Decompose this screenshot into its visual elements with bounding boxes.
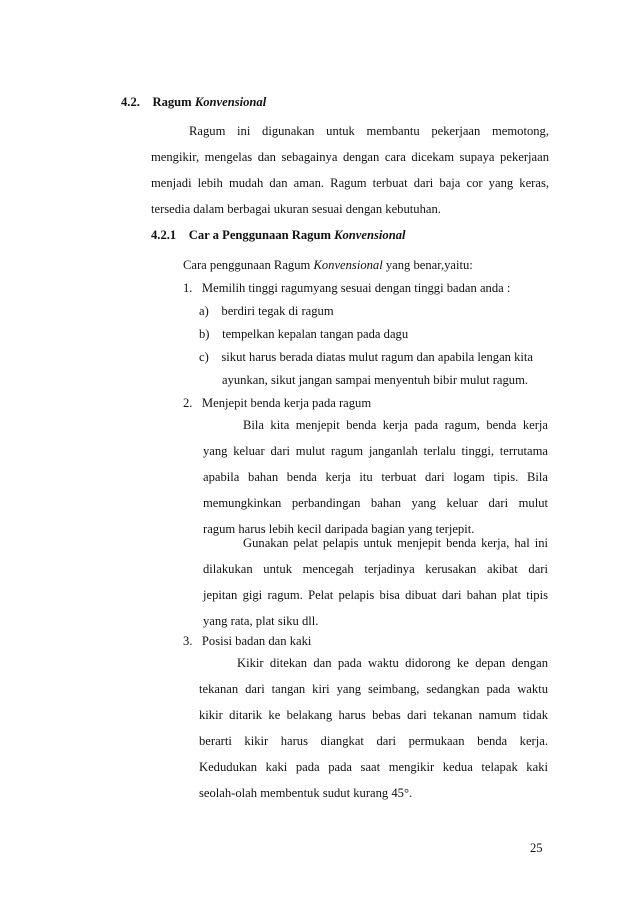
p3-line-5: Kedudukan kaki pada pada saat mengikir kedua telapak kaki [199, 760, 548, 774]
lead-part-italic: Konvensional [313, 258, 383, 272]
subsection-heading [151, 222, 406, 248]
p3-line-3: kikir ditarik ke belakang harus bebas dari tekanan namum tidak [199, 708, 548, 722]
p2-line-1: Gunakan pelat pelapis untuk menjepit benda kerja, hal ini [243, 536, 548, 550]
section-title-italic: Konvensional [194, 95, 267, 109]
sub-item-a-text: berdiri tegak di ragum [221, 304, 334, 318]
section-title: Ragum [152, 95, 192, 109]
section-number: 4.2. [121, 95, 140, 109]
p1-line-5: ragum harus lebih kecil daripada bagian yang terjepit. [203, 522, 475, 536]
intro-line-4: tersedia dalam berbagai ukuran sesuai dengan kebutuhan. [151, 202, 441, 216]
p3-line-1: Kikir ditekan dan pada waktu didorong ke depan dengan [237, 656, 548, 670]
item-2-paragraph-2 [203, 530, 548, 634]
p2-line-4: yang rata, plat siku dll. [203, 614, 319, 628]
sub-item-b-text: tempelkan kepalan tangan pada dagu [222, 327, 409, 341]
page-number: 25 [530, 841, 543, 855]
p1-line-1: Bila kita menjepit benda kerja pada ragum, benda kerja [243, 418, 548, 432]
intro-line-1: Ragum ini digunakan untuk membantu pekerjaan memotong, [189, 124, 549, 138]
subsection-title-italic: Konvensional [334, 228, 406, 242]
p1-line-2: yang keluar dari mulut ragum janganlah terlalu tinggi, terrutama [203, 444, 548, 458]
subsection-number: 4.2.1 [151, 228, 177, 242]
p3-line-6: seolah-olah membentuk sudut kurang 45°. [199, 786, 413, 800]
lead-part-2: yang benar,yaitu: [385, 258, 473, 272]
p1-line-4: memungkinkan perbandingan bahan yang keluar dari mulut [203, 496, 548, 510]
sub-item-a-letter: a) [199, 304, 209, 318]
list-item-1-text: Memilih tinggi ragumyang sesuai dengan tinggi badan anda : [201, 281, 511, 295]
sub-item-c-letter: c) [199, 350, 209, 364]
list-item-3-number: 3. [183, 634, 193, 648]
p1-line-3: apabila bahan benda kerja itu terbuat dari logam tipis. Bila [203, 470, 548, 484]
p3-line-2: tekanan dari tangan kiri yang seimbang, sedangkan pada waktu [199, 682, 548, 696]
item-3-paragraph [199, 650, 548, 806]
sub-item-b-letter: b) [199, 327, 210, 341]
subsection-title: Car a Penggunaan Ragum [188, 228, 331, 242]
sub-item-c-line-2: ayunkan, sikut jangan sampai menyentuh bibir mulut ragum. [222, 373, 529, 387]
intro-line-3: menjadi lebih mudah dan aman. Ragum terbuat dari baja cor yang keras, [151, 176, 549, 190]
p2-line-2: dilakukan untuk mencegah terjadinya kerusakan akibat dari [203, 562, 548, 576]
list-item-1-number: 1. [183, 281, 193, 295]
intro-line-2: mengikir, mengelas dan sebagainya dengan cara dicekam supaya pekerjaan [151, 150, 549, 164]
list-item-2-number: 2. [183, 396, 193, 410]
item-2-paragraph-1 [203, 412, 548, 542]
p2-line-3: jepitan gigi ragum. Pelat pelapis bisa dibuat dari bahan plat tipis [203, 588, 548, 602]
lead-part-1: Cara penggunaan Ragum [183, 258, 311, 272]
list-item-3-text: Posisi badan dan kaki [201, 634, 312, 648]
intro-paragraph [151, 118, 549, 222]
list-item-2-text: Menjepit benda kerja pada ragum [201, 396, 372, 410]
p3-line-4: berarti kikir harus diangkat dari permukaan benda kerja. [199, 734, 548, 748]
section-heading [121, 89, 266, 115]
sub-item-c-line-1: sikut harus berada diatas mulut ragum dan apabila lengan kita [221, 350, 533, 364]
